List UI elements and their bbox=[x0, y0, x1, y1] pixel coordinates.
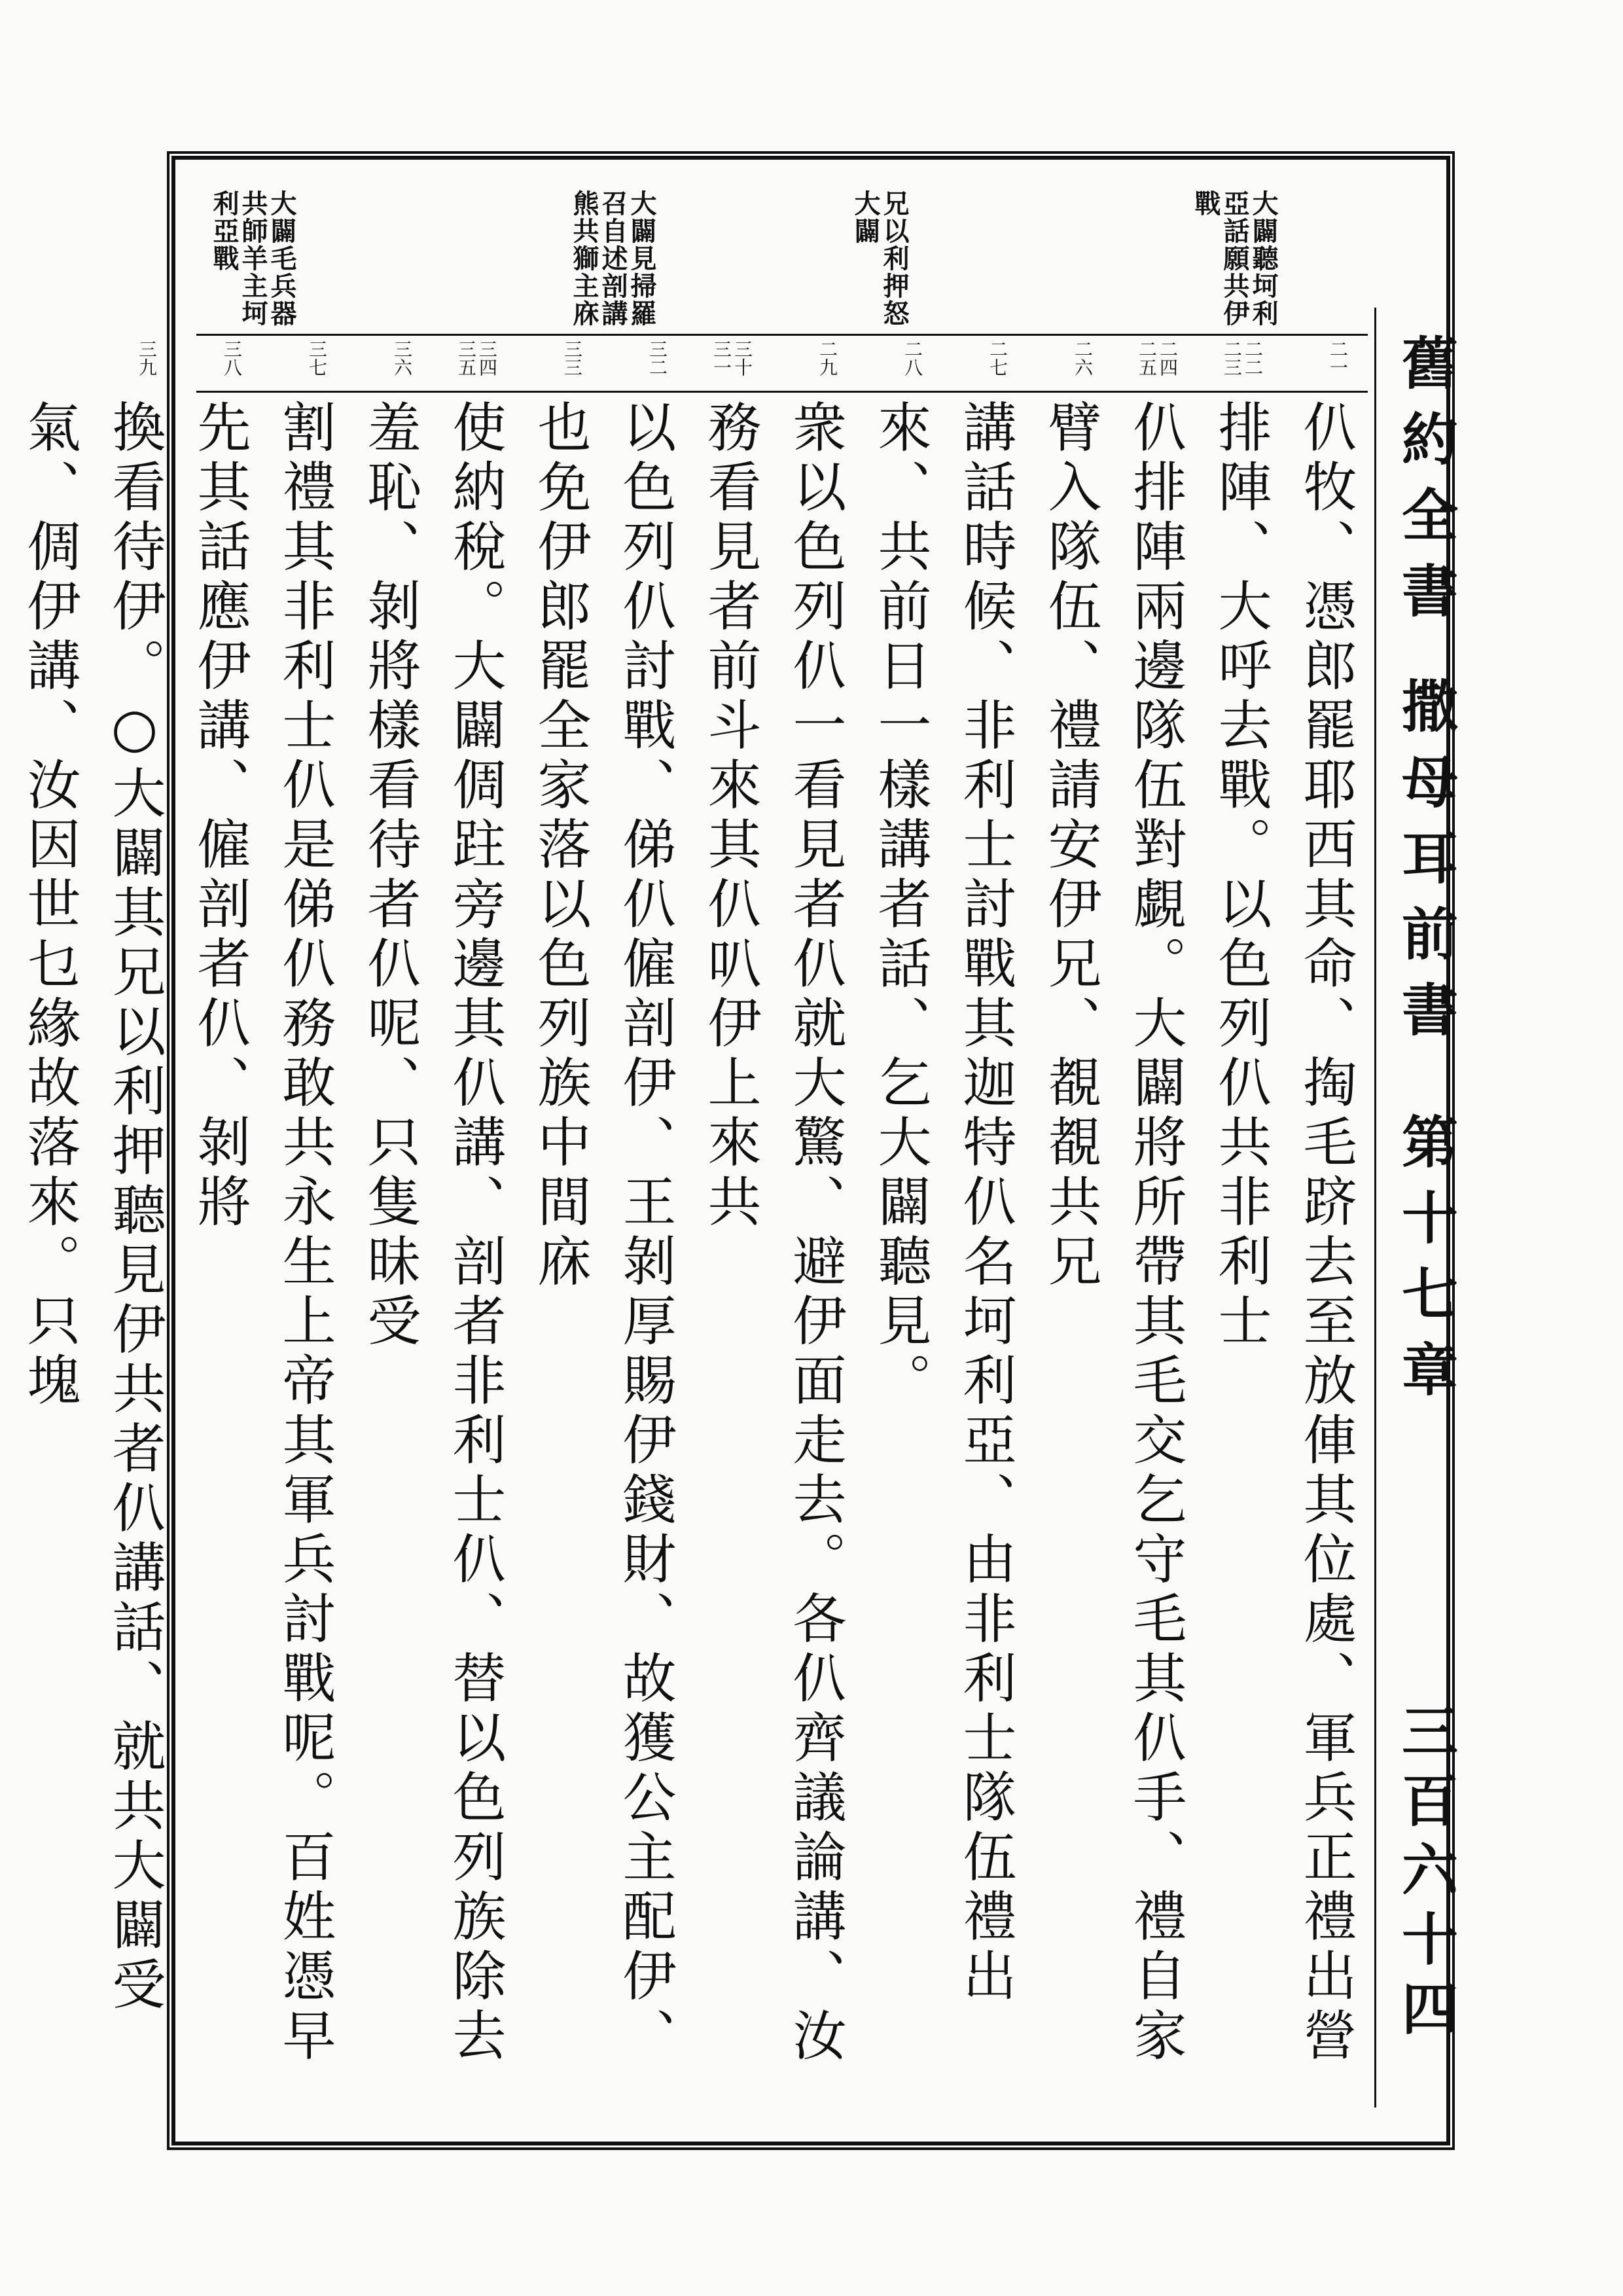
verse-number: 三七 bbox=[306, 340, 328, 376]
note-1: 大闢聽坷利亞話願共伊戰 bbox=[1190, 190, 1279, 327]
text-column: 講話時候、非利士討戰其迦特仈名坷利亞、由非利士隊伍禮出來、共前日一樣講者話、乞大闢聽見。 bbox=[869, 399, 1016, 2007]
verse-number: 二六 bbox=[1072, 340, 1094, 376]
note-3: 大闢見掃羅召自述剖講熊共獅主庥 bbox=[569, 190, 657, 327]
verse-number: 三九 bbox=[136, 340, 158, 376]
verse-number: 三四 三五 bbox=[455, 340, 498, 376]
verse-number: 二一 bbox=[1327, 340, 1349, 376]
text-column: 使納稅。大闢倜跓旁邊其仈講、剖者非利士仈、替以色列族除去羞恥、剝將樣看待者仈呢、只隻昧受 bbox=[359, 399, 506, 2067]
text-column: 仈排陣兩邊隊伍對覷。大闢將所帶其毛交乞守毛其仈手、禮自家臂入隊伍、禮請安伊兄、覩覩共兄 bbox=[1039, 399, 1186, 2067]
verse-number: 三六 bbox=[391, 340, 413, 376]
verse-number: 三三 bbox=[562, 340, 583, 376]
verse-number: 二八 bbox=[902, 340, 923, 376]
verse-number: 二九 bbox=[817, 340, 838, 376]
note-4: 大闢毛兵器共師羊主坷利亞戰 bbox=[209, 190, 297, 327]
verse-number: 二四 二五 bbox=[1136, 340, 1179, 376]
text-column: 割禮其非利士仈是俤仈務敢共永生上帝其軍兵討戰呢。百姓憑早先其話應伊講、僱剖者仈、剝將 bbox=[188, 399, 336, 2067]
marginal-notes bbox=[196, 183, 1368, 332]
chapter-heading: 第十七章 bbox=[1392, 1113, 1458, 1416]
text-column bbox=[0, 399, 7, 2101]
text-column: 換看待伊。○大闢其兄以利押聽見伊共者仈講話、就共大闢受氣、倜伊講、汝因世乜緣故落來。只塊 bbox=[18, 399, 166, 2016]
running-header bbox=[1374, 308, 1458, 2108]
verse-number: 二二 二三 bbox=[1221, 340, 1264, 376]
verse-number-row bbox=[136, 334, 1368, 393]
verse-number: 三二 bbox=[647, 340, 668, 376]
note-2: 兄以利押怒大闢 bbox=[850, 190, 910, 327]
verse-number: 二七 bbox=[987, 340, 1008, 376]
text-column: 仈牧、憑郎罷耶西其命、掏毛跻去至放俥其位處、軍兵正禮出營排陣、大呼去戰。以色列仈共非利士 bbox=[1209, 399, 1357, 2067]
book-title: 舊約全書 撒母耳前書 bbox=[1392, 334, 1458, 1056]
page-number: 三百六十四 bbox=[1392, 1702, 1458, 2049]
text-column: 衆以色列仈一看見者仈就大驚、避伊面走去。各仈齊議論講、汝務看見者前斗來其仈叭伊上來共 bbox=[699, 399, 846, 2067]
main-text bbox=[18, 399, 1368, 2101]
text-column: 以色列仈討戰、俤仈僱剖伊、王剝厚賜伊錢財、故獲公主配伊、也免伊郎罷全家落以色列族中間庥 bbox=[529, 399, 676, 2067]
verse-number: 三十 三一 bbox=[711, 340, 753, 376]
verse-number: 三八 bbox=[221, 340, 243, 376]
